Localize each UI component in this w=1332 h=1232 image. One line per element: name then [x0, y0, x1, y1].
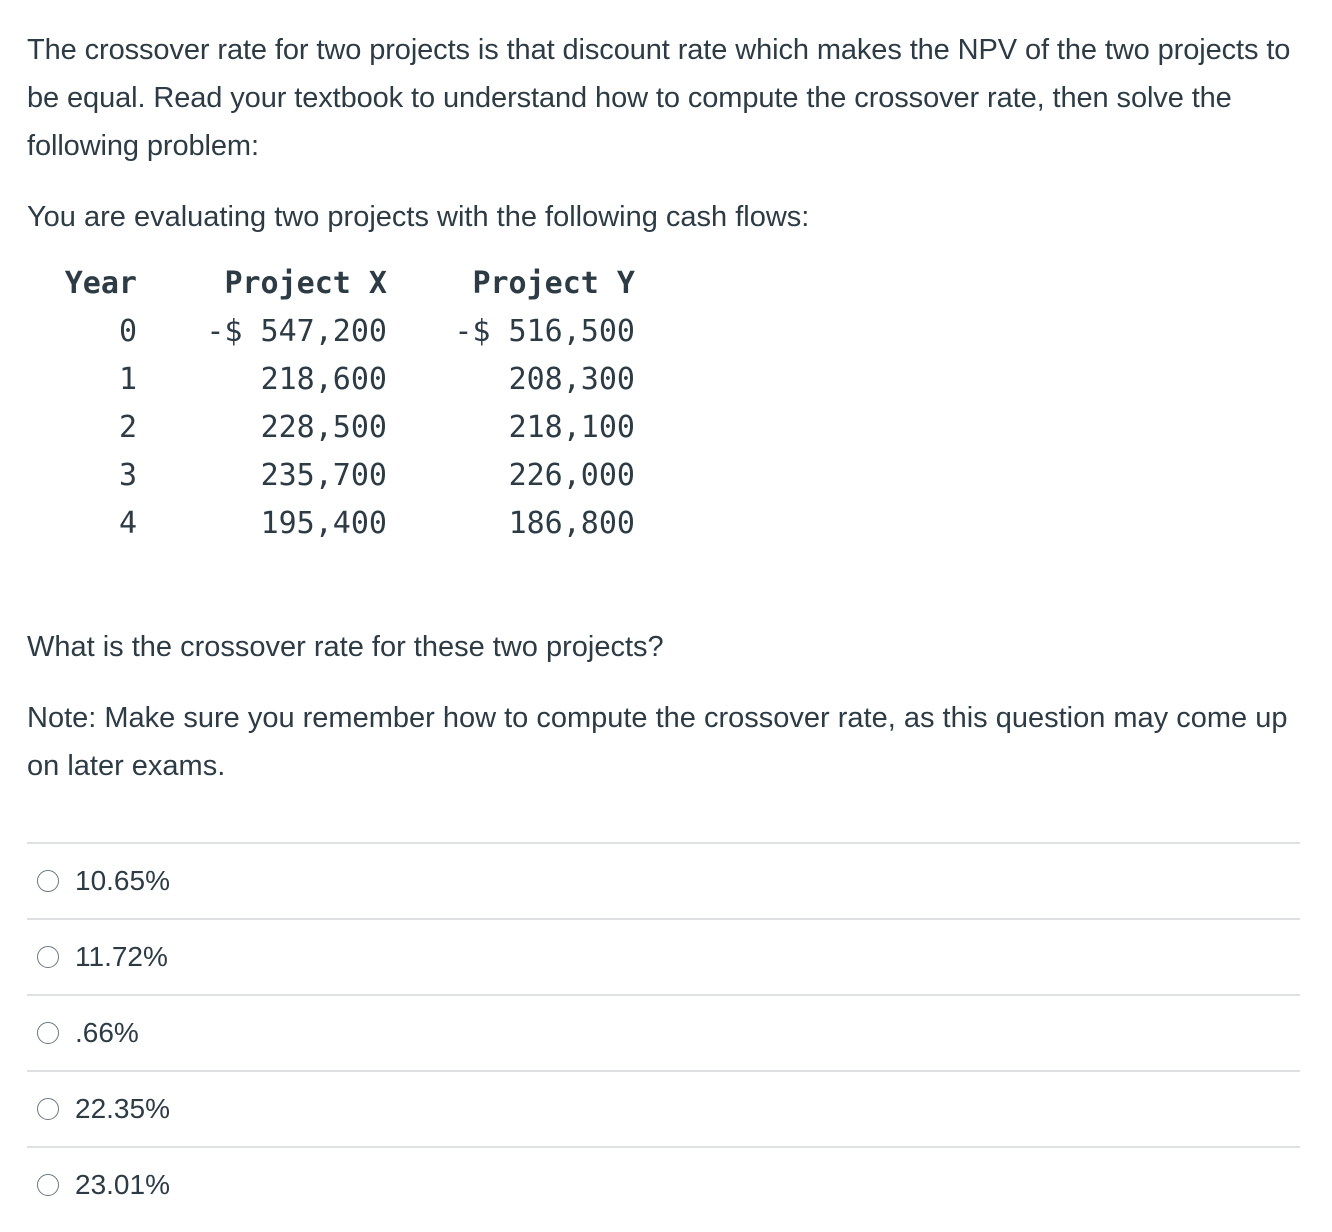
project-y-cell: 226,000	[508, 457, 635, 493]
year-cell: 4	[118, 505, 137, 541]
header-project-y: Project Y	[472, 265, 635, 301]
project-y-cell: -$ 516,500	[454, 313, 635, 349]
answer-label: 22.35%	[75, 1093, 170, 1124]
radio-button[interactable]	[37, 946, 59, 968]
project-y-cell: 208,300	[508, 361, 635, 397]
answer-option[interactable]	[27, 842, 1300, 918]
year-cell: 3	[118, 457, 137, 493]
question-lead: You are evaluating two projects with the following cash flows:	[27, 201, 810, 233]
table-header-row	[27, 259, 635, 307]
year-cell: 1	[118, 361, 137, 397]
table-row	[27, 355, 635, 403]
project-x-cell: 195,400	[260, 505, 387, 541]
year-cell: 0	[118, 313, 137, 349]
project-x-cell: 218,600	[260, 361, 387, 397]
answer-option[interactable]	[27, 1070, 1300, 1146]
question-note: Note: Make sure you remember how to compute the crossover rate, as this question may come up on later exams.	[27, 702, 1288, 782]
answer-label: 10.65%	[75, 865, 170, 896]
answer-option[interactable]	[27, 1146, 1300, 1222]
project-y-cell: 218,100	[508, 409, 635, 445]
project-x-cell: -$ 547,200	[206, 313, 387, 349]
answer-label: 23.01%	[75, 1169, 170, 1200]
radio-button[interactable]	[37, 1022, 59, 1044]
question-prompt: What is the crossover rate for these two projects?	[27, 631, 664, 663]
table-row	[27, 499, 635, 547]
answer-option[interactable]	[27, 918, 1300, 994]
question-content	[27, 26, 1300, 790]
header-project-x: Project X	[224, 265, 387, 301]
table-row	[27, 307, 635, 355]
project-x-cell: 228,500	[260, 409, 387, 445]
year-cell: 2	[118, 409, 137, 445]
table-row	[27, 451, 635, 499]
table-row	[27, 403, 635, 451]
question-intro: The crossover rate for two projects is that discount rate which makes the NPV of the two projects to be equal. Read your textbook to understand how to compute the crossover rate, then solve the following problem:	[27, 34, 1291, 162]
answer-option[interactable]	[27, 994, 1300, 1070]
answer-label: .66%	[75, 1017, 139, 1048]
radio-button[interactable]	[37, 1098, 59, 1120]
project-x-cell: 235,700	[260, 457, 387, 493]
radio-button[interactable]	[37, 870, 59, 892]
header-year: Year	[64, 265, 137, 301]
project-y-cell: 186,800	[508, 505, 635, 541]
radio-button[interactable]	[37, 1174, 59, 1196]
cash-flow-table	[27, 259, 635, 547]
answer-label: 11.72%	[75, 941, 168, 972]
answer-options	[27, 842, 1300, 1222]
